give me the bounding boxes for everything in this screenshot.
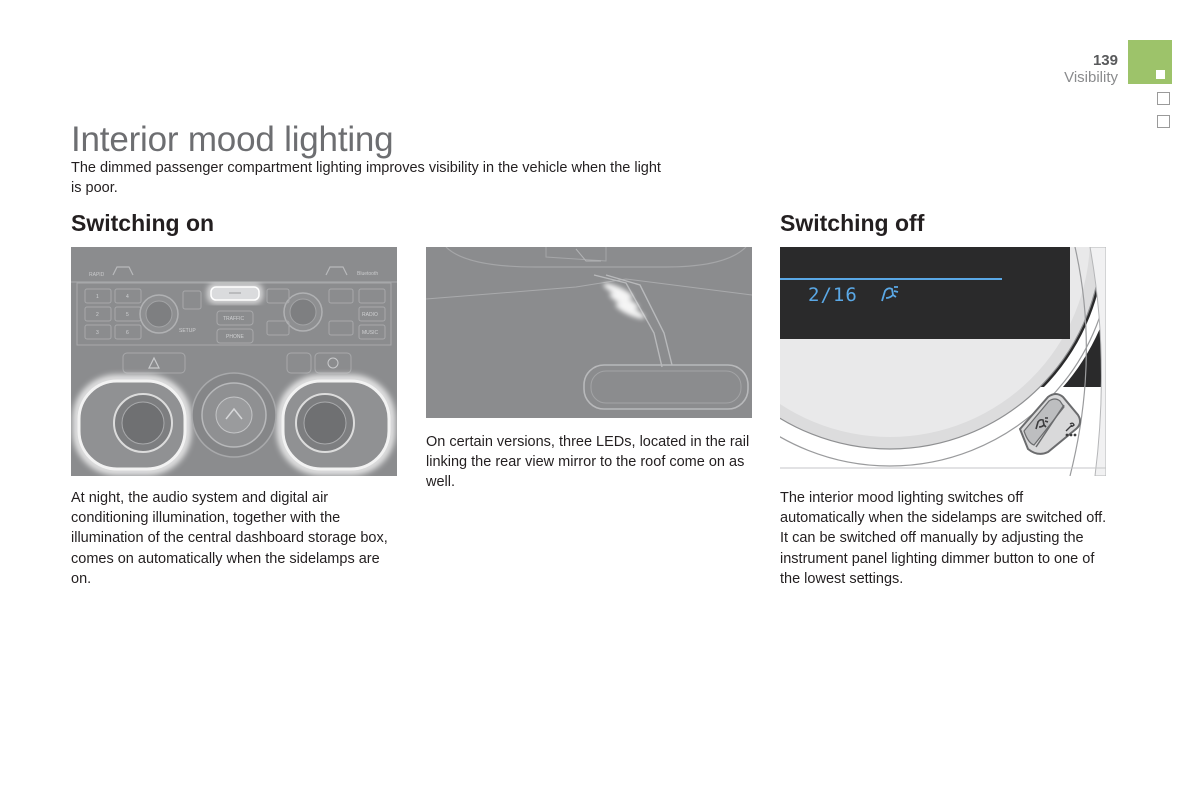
section-tab-empty-1 — [1157, 92, 1170, 105]
switching-off-paragraph: The interior mood lighting switches off automatically when the sidelamps are switched off. It can be switched off manually by adjusting the instrument panel lighting dimmer button to one of the lowest settings. — [780, 490, 1107, 587]
lock-icon — [328, 358, 338, 368]
preset-2-label: 2 — [96, 312, 99, 318]
hazard-warning-icon — [149, 358, 159, 368]
bluetooth-label: Bluetooth — [357, 271, 379, 277]
switching-on-paragraph: At night, the audio system and digital air conditioning illumination, together with the illumination of the central dashboard storage box, comes on automatically when the sidelamps are on. — [71, 490, 388, 587]
traffic-label: TRAFFIC — [223, 316, 245, 322]
page-title: Interior mood lighting — [71, 120, 394, 159]
rear-view-mirror — [584, 365, 748, 409]
preset-6-label: 6 — [126, 330, 129, 336]
preset-3-label: 3 — [96, 330, 99, 336]
section-tab-empty-2 — [1157, 115, 1170, 128]
leds-paragraph: On certain versions, three LEDs, located in the rail linking the rear view mirror to the roof come on as well. — [426, 434, 750, 491]
phone-label: PHONE — [226, 334, 244, 340]
tab-marker-icon — [1156, 70, 1165, 79]
page-number: 139 — [1092, 52, 1118, 69]
instrument-panel-dimmer-illustration — [780, 247, 1106, 476]
roof-rail-leds-illustration — [426, 247, 752, 418]
setup-label: SETUP — [179, 328, 196, 334]
roof-led-lights — [602, 281, 646, 322]
audio-climate-panel-illustration — [71, 247, 397, 476]
preset-5-label: 5 — [126, 312, 129, 318]
preset-1-label: 1 — [96, 294, 99, 300]
preset-4-label: 4 — [126, 294, 129, 300]
radio-label: RADIO — [362, 312, 378, 318]
section-name: Visibility — [1064, 69, 1118, 86]
heading-switching-on: Switching on — [71, 210, 215, 236]
section-tab-active — [1128, 40, 1172, 84]
rds-label: RAPID — [89, 272, 105, 278]
eject-icon — [113, 267, 133, 275]
heading-switching-off: Switching off — [780, 210, 925, 236]
intro-paragraph: The dimmed passenger compartment lighting improves visibility in the vehicle when the light is poor. — [71, 160, 661, 196]
cd-slot-icon — [326, 267, 347, 275]
music-label: MUSIC — [362, 330, 379, 336]
display-date-text: 2/16 — [808, 284, 858, 306]
